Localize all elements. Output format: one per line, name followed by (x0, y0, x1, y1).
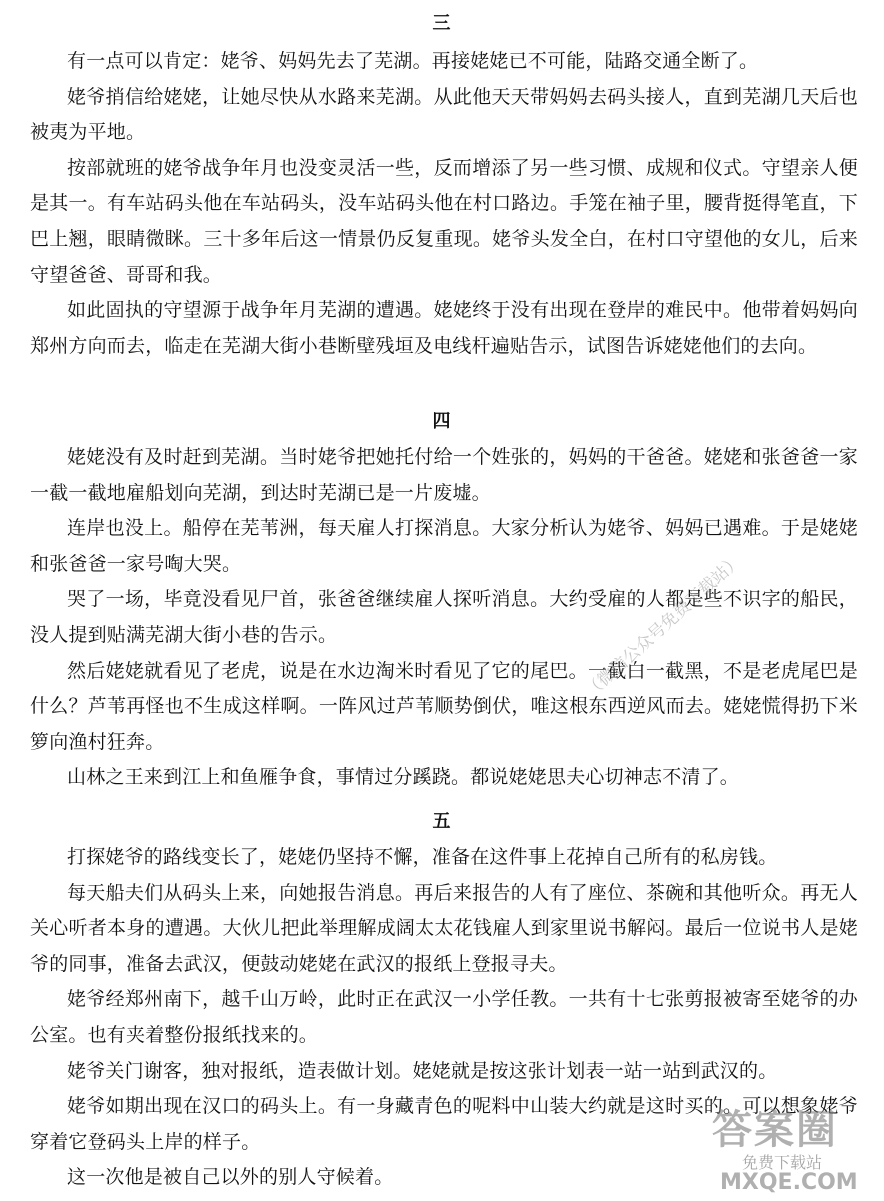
paragraph: 姥爷捎信给姥姥，让她尽快从水路来芜湖。从此他天天带妈妈去码头接人，直到芜湖几天后也被夷为平地。 (30, 85, 858, 144)
paragraph: 姥爷关门谢客，独对报纸，造表做计划。姥姥就是按这张计划表一站一站到武汉的。 (67, 1059, 778, 1082)
paragraph: 然后姥姥就看见了老虎，说是在水边淘米时看见了它的尾巴。一截白一截黑，不是老虎尾巴是什么？芦苇再怪也不生成这样啊。一阵风过芦苇顺势倒伏，唯这根东西逆风而去。姥姥慌得扔下米箩向渔村狂奔。 (30, 659, 858, 753)
paragraph: 姥姥没有及时赶到芜湖。当时姥爷把她托付给一个姓张的，妈妈的干爸爸。姥姥和张爸爸一家一截一截地雇船划向芜湖，到达时芜湖已是一片废墟。 (30, 446, 858, 504)
paragraph: 这一次他是被自己以外的别人守候着。 (67, 1166, 394, 1189)
section-heading: 三 (432, 13, 452, 34)
section-heading: 四 (432, 411, 452, 432)
section-3 (0, 14, 884, 364)
section-heading: 五 (432, 811, 452, 832)
paragraph: 如此固执的守望源于战争年月芜湖的遭遇。姥姥终于没有出现在登岸的难民中。他带着妈妈向郑州方向而去，临走在芜湖大街小巷断壁残垣及电线杆遍贴告示，试图告诉姥姥他们的去向。 (30, 299, 858, 357)
watermark-logo: 答案圈 (712, 1107, 838, 1153)
paragraph: 按部就班的姥爷战争年月也没变灵活一些，反而增添了另一些习惯、成规和仪式。守望亲人便是其一。有车站码头他在车站码头，没车站码头他在村口路边。手笼在袖子里，腰背挺得笔直，下巴上翘，眼睛微眯。三十多年后这一情景仍反复重现。姥爷头发全白，在村口守望他的女儿，后来守望爸爸、哥哥和我。 (30, 156, 858, 286)
paragraph: 哭了一场，毕竟没看见尸首，张爸爸继续雇人探听消息。大约受雇的人都是些不识字的船民，没人提到贴满芜湖大街小巷的告示。 (30, 588, 858, 646)
paragraph: 打探姥爷的路线变长了，姥姥仍坚持不懈，准备在这件事上花掉自己所有的私房钱。 (67, 846, 778, 868)
section-4 (0, 412, 884, 796)
diagonal-watermark: （微信公众号免费下载站） (581, 550, 747, 703)
paragraph: 姥爷如期出现在汉口的码头上。有一身藏青色的呢料中山装大约就是这时买的。可以想象姥爷穿着它登码头上岸的样子。 (30, 1095, 858, 1153)
paragraph: 有一点可以肯定：姥爷、妈妈先去了芜湖。再接姥姥已不可能，陆路交通全断了。 (67, 50, 759, 72)
paragraph: 山林之王来到江上和鱼雁争食，事情过分蹊跷。都说姥姥思夫心切神志不清了。 (67, 766, 740, 789)
paragraph: 每天船夫们从码头上来，向她报告消息。再后来报告的人有了座位、茶碗和其他听众。再无人关心听者本身的遭遇。大伙儿把此举理解成阔太太花钱雇人到家里说书解闷。最后一位说书人是姥爷的同事，准备去武汉，便鼓动姥姥在武汉的报纸上登报寻夫。 (30, 881, 858, 975)
paragraph: 连岸也没上。船停在芜苇洲，每天雇人打探消息。大家分析认为姥爷、妈妈已遇难。于是姥姥和张爸爸一家号啕大哭。 (30, 517, 858, 575)
watermark-logo-subtitle: 免费下载站 (742, 1153, 823, 1172)
watermark-url: MXQE.COM (720, 1170, 858, 1195)
paragraph: 姥爷经郑州南下，越千山万岭，此时正在武汉一小学任教。一共有十七张剪报被寄至姥爷的办公室。也有夹着整份报纸找来的。 (30, 988, 858, 1046)
